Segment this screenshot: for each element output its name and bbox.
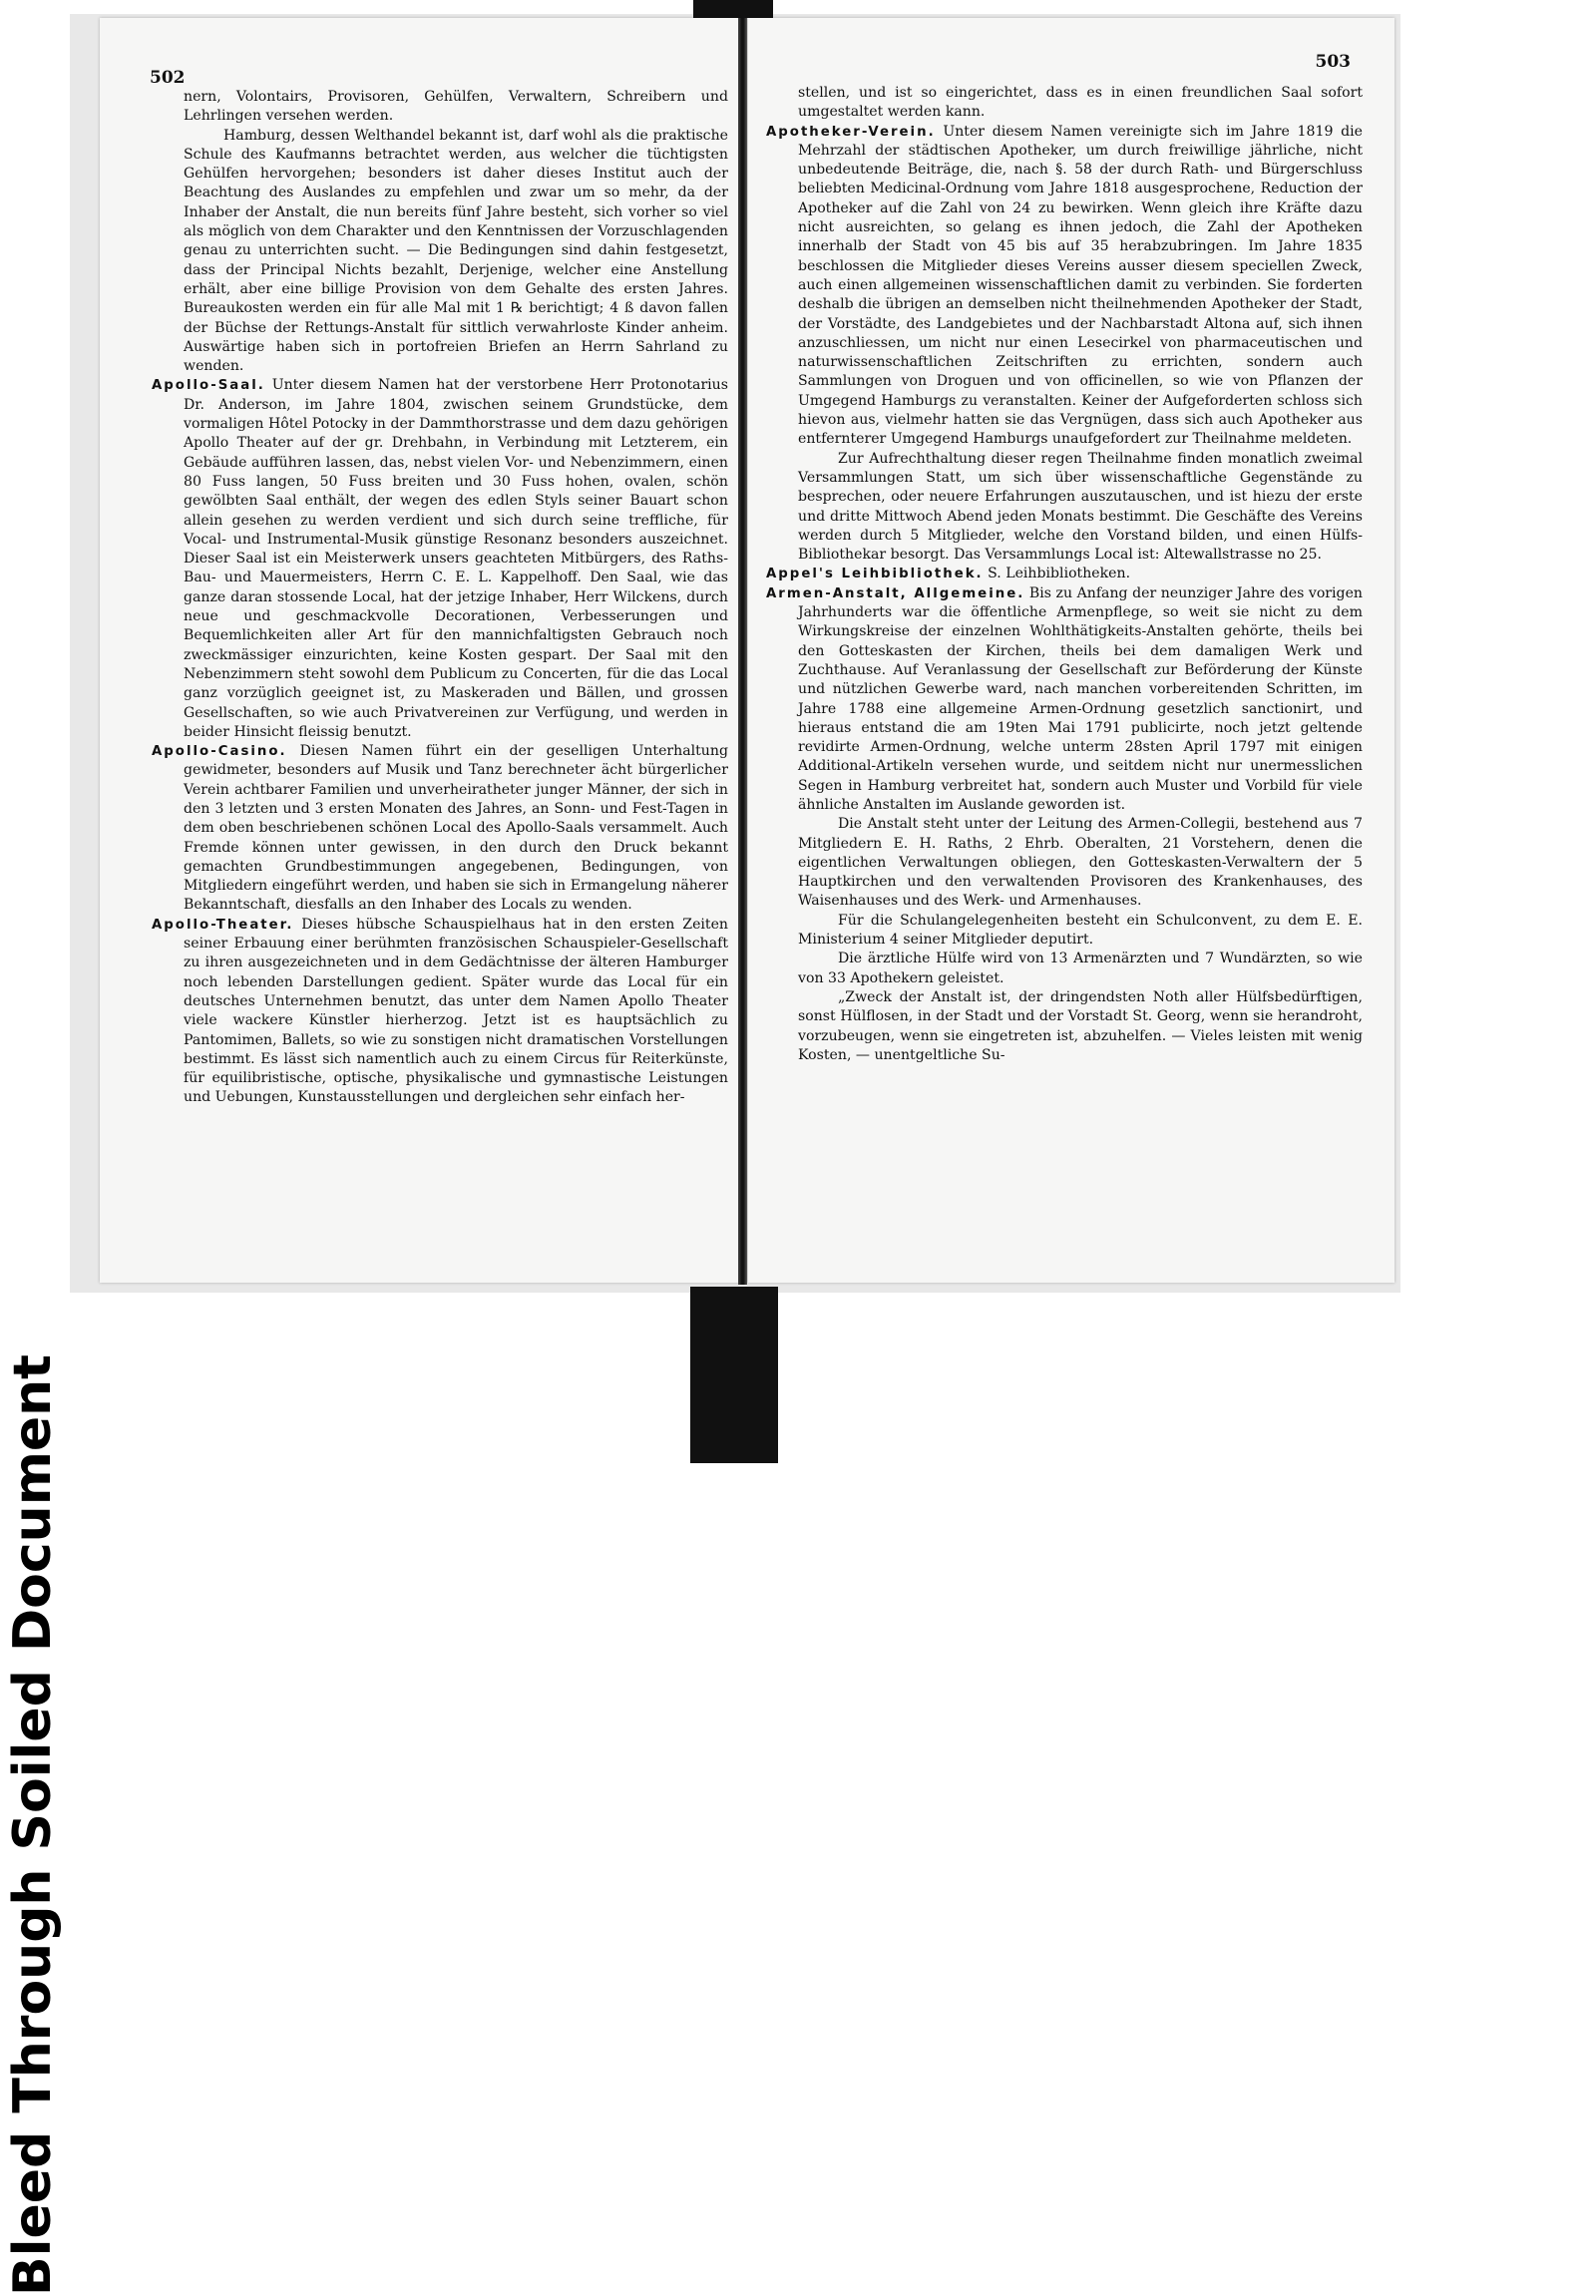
entry-keyword: Apollo-Saal.	[152, 378, 265, 394]
paragraph-text: Hamburg, dessen Welthandel bekannt ist, darf wohl als die praktische Schule des Kaufmanns betrachtet werden, aus welcher die tüchtigsten Gehülfen hervorgehen; besonders ist daher dieses Institut auch der Beachtung des Auslandes zu empfehlen und zwar um so mehr, da der Inhaber der Anstalt, die nun bereits fünf Jahre besteht, sich vorher so viel als möglich von dem Charakter und den Kenntnissen der Vorzuschlagenden genau zu unterrichten sucht. — Die Bedingungen sind dahin festgesetzt, dass der Principal Nichts bezahlt, Derjenige, welcher eine Anstellung erhält, aber eine billige Provision von dem Gehalte des ersten Jahres. Bureaukosten werden ein für alle Mal mit 1 ℞ berichtigt; 4 ß davon fallen der Büchse der Rettungs-Anstalt für sittlich verwahrloste Kinder anheim. Auswärtige haben sich in portofreien Briefen an Herrn Sahrland zu wenden.	[184, 127, 728, 375]
dictionary-entry	[152, 376, 728, 742]
book-gutter	[738, 18, 747, 1285]
paragraph	[766, 84, 1363, 123]
gutter-top-shadow	[693, 0, 773, 18]
paragraph-text: Unter diesem Namen hat der verstorbene Herr Protonotarius Dr. Anderson, im Jahre 1804, zwischen seinem Grundstücke, dem vormaligen Hôtel Potocky in der Dammthorstrasse und dem dazu gehörigen Apollo Theater auf der gr. Drehbahn, in Verbindung mit Letzterem, ein Gebäude aufführen lassen, das, nebst vielen Vor- und Nebenzimmern, einen 80 Fuss langen, 50 Fuss breiten und 30 Fuss hohen, ovalen, schön gewölbten Saal enthält, der wegen des edlen Styls seiner Bauart schon allein gesehen zu werden verdient und sich durch seine treffliche, für Vocal- und Instrumental-Musik günstige Resonanz besonders auszeichnet. Dieser Saal ist ein Meisterwerk unsers geachteten Mitbürgers, des Raths-Bau- und Mauermeisters, Herrn C. E. L. Kappelhoff. Den Saal, wie das ganze daran stossende Local, hat der jetzige Inhaber, Herr Wilckens, durch neue und geschmackvolle Decorationen, Verbesserungen und Bequemlichkeiten aller Art für den mannichfaltigsten Gebrauch noch zweckmässiger einzurichten, keine Kosten gespart. Der Saal mit den Nebenzimmern steht sowohl dem Publicum zu Concerten, für die das Local ganz vorzüglich geeignet ist, zu Maskeraden und Bällen, und grossen Gesellschaften, so wie auch Privatvereinen zur Verfügung, und werden in beider Hinsicht fleissig benutzt.	[184, 377, 728, 740]
paragraph-text: Zur Aufrechthaltung dieser regen Theilnahme finden monatlich zweimal Versammlungen Statt, um sich über wissenschaftliche Gegenstände zu besprechen, oder neuere Erfahrungen auszutauschen, und ist hiezu der erste und dritte Mittwoch Abend jeden Monats bestimmt. Die Geschäfte des Vereins werden durch 5 Mitglieder, welche den Vorstand bilden, und einen Hülfs-Bibliothekar besorgt. Das Versammlungs Local ist: Altewallstrasse no 25.	[798, 450, 1363, 564]
dictionary-entry	[766, 584, 1363, 816]
paragraph-text: Für die Schulangelegenheiten besteht ein Schulconvent, zu dem E. E. Ministerium 4 seiner Mitglieder deputirt.	[798, 912, 1363, 949]
entry-keyword: Armen-Anstalt, Allgemeine.	[766, 585, 1025, 601]
paragraph	[152, 127, 728, 377]
paragraph	[766, 450, 1363, 566]
entry-keyword: Apollo-Theater.	[152, 917, 294, 933]
page-number: 503	[1315, 52, 1351, 72]
paragraph-text: nern, Volontairs, Provisoren, Gehülfen, Verwaltern, Schreibern und Lehrlingen versehen werden.	[184, 89, 728, 125]
paragraph-text: Die ärztliche Hülfe wird von 13 Armenärzten und 7 Wundärzten, so wie von 33 Apothekern geleistet.	[798, 951, 1363, 986]
paragraph-text: stellen, und ist so eingerichtet, dass es in einen freundlichen Saal sofort umgestaltet werden kann.	[798, 85, 1363, 121]
dictionary-entry	[766, 123, 1363, 450]
entry-keyword: Appel's Leihbibliothek.	[766, 567, 984, 582]
right-page	[748, 18, 1395, 1283]
entry-keyword: Apotheker-Verein.	[766, 124, 936, 140]
gutter-bottom-shadow	[690, 1287, 778, 1463]
dictionary-entry	[766, 565, 1363, 583]
dictionary-entry	[152, 916, 728, 1108]
paragraph	[766, 815, 1363, 911]
paragraph-text: Diesen Namen führt ein der geselligen Unterhaltung gewidmeter, besonders auf Musik und Tanz berechneter ächt bürgerlicher Verein achtbarer Familien und unverheiratheter junger Männer, der sich in den 3 letzten und 3 ersten Monaten des Jahres, an Sonn- und Fest-Tagen in dem oben beschriebenen schönen Local des Apollo-Saals versammelt. Auch Fremde können unter gewissen, in den durch den Druck bekannt gemachten Grundbestimmungen angegebenen, Bedingungen, von Mitgliedern eingeführt werden, und haben sie sich in Ermangelung näherer Bekanntschaft, diesfalls an den Inhaber des Locals zu wenden.	[184, 743, 728, 914]
bleed-through-stamp	[0, 0, 63, 2296]
paragraph	[152, 88, 728, 127]
left-page	[100, 18, 740, 1283]
paragraph-text: „Zweck der Anstalt ist, der dringendsten Noth aller Hülfsbedürftigen, sonst Hülflosen, in der Stadt und der Vorstadt St. Georg, wenn sie herandroht, vorzubeugen, wenn sie eingetreten ist, abzuhelfen. — Vieles leisten mit wenig Kosten, — unentgeltliche Su-	[798, 988, 1363, 1063]
entry-keyword: Apollo-Casino.	[152, 744, 287, 760]
paragraph	[766, 950, 1363, 988]
paragraph-text: Die Anstalt steht unter der Leitung des Armen-Collegii, bestehend aus 7 Mitgliedern E. H. Raths, 2 Ehrb. Oberalten, 21 Vorstehern, denen die eigentlichen Verwaltungen obliegen, den Gotteskasten-Verwaltern der 5 Hauptkirchen und den verwaltenden Provisoren des Krankenhauses, des Waisenhauses und des Werk- und Armenhauses.	[798, 816, 1363, 910]
page-number: 502	[150, 68, 186, 88]
paragraph-text: S. Leihbibliotheken.	[988, 566, 1131, 582]
paragraph	[766, 912, 1363, 951]
page-text	[152, 88, 728, 1108]
paragraph	[766, 988, 1363, 1065]
dictionary-entry	[152, 742, 728, 916]
paragraph-text: Unter diesem Namen vereinigte sich im Jahre 1819 die Mehrzahl der städtischen Apotheker, um durch freiwillige jährliche, nicht unbedeutende Beiträge, die, nach §. 58 der durch Rath- und Bürgerschluss beliebten Medicinal-Ordnung vom Jahre 1818 ausgesprochene, Reduction der Apotheker auf die Zahl von 24 zu bewirken. Wenn gleich ihre Kräfte dazu nicht ausreichten, so gelang es ihnen jedoch, die Zahl der Apotheken innerhalb der Stadt von 45 bis auf 35 herabzubringen. Im Jahre 1835 beschlossen die Mitglieder dieses Vereins ausser diesem speciellen Zweck, auch einen allgemeinen wissenschaftlichen damit zu verbinden. Sie forderten deshalb die übrigen an demselben nicht theilnehmenden Apotheker der Stadt, der Vorstädte, des Landgebietes und der Nachbarstadt Altona auf, sich ihnen anzuschliessen, um nicht nur einen Lesecirkel von pharmaceutischen und naturwissenschaftlichen Zeitschriften zu errichten, sondern auch Sammlungen von Droguen und von officinellen, so wie von Pflanzen der Umgegend Hamburgs zu veranstalten. Keiner der Aufgeforderten schloss sich hievon aus, vielmehr hatten sie das Vergnügen, dass sich auch Apotheker aus entfernterer Umgegend Hamburgs unaufgefordert zur Theilnahme meldeten.	[798, 123, 1363, 448]
paragraph-text: Bis zu Anfang der neunziger Jahre des vorigen Jahrhunderts war die öffentliche Armenpflege, so weit sie nicht zu dem Wirkungskreise der einzelnen Wohlthätigkeits-Anstalten gehörte, theils bei den Gotteskasten der Kirchen, theils bei dem damaligen Werk und Zuchthause. Auf Veranlassung der Gesellschaft zur Beförderung der Künste und nützlichen Gewerbe ward, nach manchen vorbereitenden Schritten, im Jahre 1788 eine allgemeine Armen-Ordnung gesetzlich sanctionirt, und hieraus entstand die am 19ten Mai 1791 publicirte, noch jetzt geltende revidirte Armen-Ordnung, welche unterm 28sten April 1797 mit einigen Additional-Artikeln versehen wurde, und seitdem nicht nur unermesslichen Segen in Hamburg verbreitet hat, sondern auch Muster und Vorbild für viele ähnliche Anstalten im Auslande geworden ist.	[798, 584, 1363, 813]
page-text	[766, 84, 1363, 1065]
stamp-text: Bleed Through Soiled Document	[3, 1353, 63, 2296]
paragraph-text: Dieses hübsche Schauspielhaus hat in den ersten Zeiten seiner Erbauung einer berühmten französischen Schauspieler-Gesellschaft zu ihren ausgezeichneten und in dem Gedächtnisse der älteren Hamburger noch lebenden Darstellungen gedient. Später wurde das Local für ein deutsches Unternehmen benutzt, das unter dem Namen Apollo Theater viele wackere Künstler hierherzog. Jetzt ist es hauptsächlich zu Pantomimen, Ballets, so wie zu sonstigen nicht dramatischen Vorstellungen bestimmt. Es lässt sich namentlich auch zu einem Circus für Reiterkünste, für equilibristische, optische, physikalische und gymnastische Leistungen und Uebungen, Kunstausstellungen und dergleichen sehr einfach her-	[184, 916, 728, 1106]
